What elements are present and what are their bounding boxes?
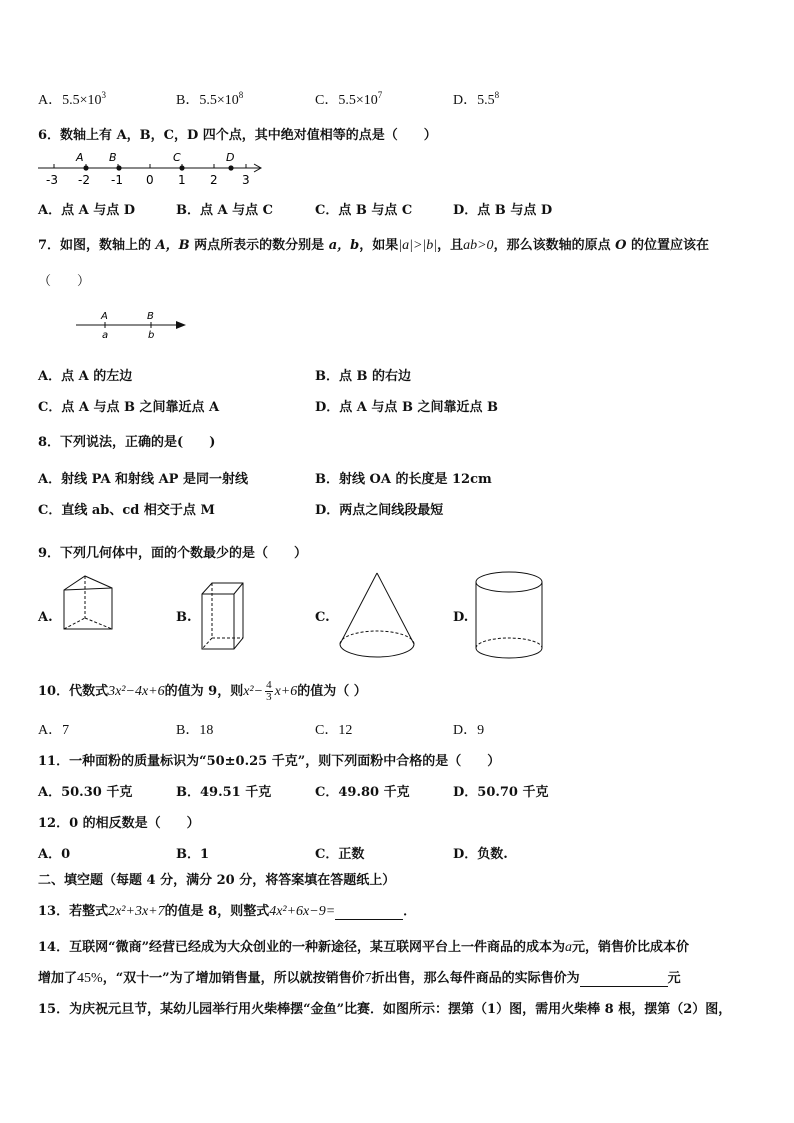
- q6-number-line: [36, 148, 266, 188]
- q15-stem: 15．为庆祝元旦节，某幼儿园举行用火柴棒摆“金鱼”比赛．如图所示：摆第（1）图，需用火柴棒 8 根，摆第（2）图，: [38, 1002, 732, 1017]
- q5-option-b: [176, 89, 243, 109]
- q5-a-base: 5.5×10: [62, 93, 102, 108]
- q13-stem-end: ．: [403, 904, 417, 919]
- q7-stem-vars: a，b: [328, 238, 360, 253]
- q9-label-b: B.: [176, 610, 192, 625]
- q7-point-a-lower: a: [102, 330, 109, 341]
- point-d-label: D: [226, 151, 235, 164]
- q13-answer-blank[interactable]: [335, 905, 403, 920]
- q10-stem: [38, 680, 367, 703]
- q12-stem: 12．0 的相反数是（ ）: [38, 816, 200, 831]
- q12-option-b: B．1: [176, 847, 210, 862]
- q5-b-exp: 8: [238, 90, 244, 100]
- q9-label-d: D.: [453, 610, 469, 625]
- q11-option-a: A．50.30 千克: [38, 785, 133, 800]
- q7-paren: （ ）: [38, 274, 91, 289]
- q7-stem-ab: A，B: [155, 238, 190, 253]
- q12-option-a: A．0: [38, 847, 71, 862]
- q7-stem-prefix: 7．如图，数轴上的: [38, 238, 156, 253]
- q11-option-b: B．49.51 千克: [176, 785, 272, 800]
- q14-line1-prefix: 14．互联网“微商”经营已经成为大众创业的一种新途径，某互联网平台上一件商品的成本为: [38, 940, 566, 955]
- q7-abs-condition: |a|>|b|: [398, 238, 438, 253]
- tick-label: -1: [111, 173, 123, 187]
- q5-d-base: 5.5: [477, 93, 495, 108]
- q5-d-exp: 8: [494, 90, 500, 100]
- q10-stem-prefix: 10．代数式: [38, 684, 109, 699]
- q7-point-b-upper: B: [147, 311, 154, 322]
- q14-line-1: [38, 936, 689, 956]
- section-2-heading: 二、填空题（每题 4 分，满分 20 分，将答案填在答题纸上）: [38, 873, 396, 888]
- q12-option-d: D．负数.: [453, 847, 508, 862]
- tick-label: 2: [210, 173, 218, 187]
- q10-expression-1: 3x²−4x+6: [108, 684, 165, 699]
- q10-option-a: A．7: [38, 723, 70, 738]
- q5-d-label: D．: [453, 93, 478, 108]
- q9-label-a: A.: [38, 610, 53, 625]
- q14-line2-mid: ，“双十一”为了增加销售量，所以就按销售价: [102, 971, 365, 986]
- q14-line1-suffix: 元，销售价比成本价: [572, 940, 690, 955]
- tick-label: 1: [178, 173, 186, 187]
- q13-expression-2: 4x²+6x−9=: [269, 904, 336, 919]
- q5-option-a: [38, 89, 106, 109]
- q7-stem-mid: 两点所表示的数分别是: [189, 238, 329, 253]
- point-b-label: B: [109, 151, 117, 164]
- q7-option-a: A．点 A 的左边: [38, 369, 133, 384]
- q7-stem-end: 的位置应该在: [626, 238, 709, 253]
- q10-option-d: D．9: [453, 723, 485, 738]
- q8-option-d: D．两点之间线段最短: [315, 503, 444, 518]
- q14-percent: 45%: [77, 971, 103, 986]
- q10-stem-end: 的值为（ ）: [297, 684, 367, 699]
- q10-fraction-denominator: 3: [266, 691, 272, 703]
- q6-option-b: B．点 A 与点 C: [176, 203, 273, 218]
- point-c-label: C: [173, 151, 181, 164]
- q7-option-c: C．点 A 与点 B 之间靠近点 A: [38, 400, 220, 415]
- cone-figure: [336, 570, 420, 662]
- q14-discount-number: 7: [364, 971, 372, 986]
- q6-option-a: A．点 A 与点 D: [38, 203, 136, 218]
- q10-fraction: [265, 680, 273, 703]
- q11-stem: 11．一种面粉的质量标识为“50±0.25 千克”，则下列面粉中合格的是（ ）: [38, 754, 501, 769]
- q8-option-c: C．直线 ab、cd 相交于点 M: [38, 503, 215, 518]
- cylinder-figure: [472, 568, 546, 662]
- q13-expression-1: 2x²+3x+7: [108, 904, 165, 919]
- point-a-label: A: [76, 151, 84, 164]
- q10-expression-2b: x+6: [274, 684, 298, 699]
- q7-product-condition: ab>0: [463, 238, 494, 253]
- prism-figure: [58, 572, 118, 634]
- q14-line2-prefix: 增加了: [38, 971, 78, 986]
- tick-label: -3: [46, 173, 58, 187]
- q11-option-d: D．50.70 千克: [453, 785, 549, 800]
- point-d-dot: [228, 165, 233, 170]
- q6-option-c: C．点 B 与点 C: [315, 203, 413, 218]
- q6-stem: 6．数轴上有 A，B，C，D 四个点，其中绝对值相等的点是（ ）: [38, 128, 437, 143]
- q5-b-base: 5.5×10: [199, 93, 239, 108]
- q8-option-a: A．射线 PA 和射线 AP 是同一射线: [38, 472, 248, 487]
- q13-stem: [38, 900, 416, 920]
- q8-stem: 8．下列说法，正确的是( ): [38, 435, 216, 450]
- q7-stem-if: ，如果: [359, 238, 399, 253]
- q12-option-c: C．正数: [315, 847, 365, 862]
- q13-stem-mid: 的值是 8，则整式: [164, 904, 270, 919]
- q7-stem-and: ，且: [437, 238, 464, 253]
- q14-unit: 元: [667, 971, 681, 986]
- q7-stem-suffix: ，那么该数轴的原点: [493, 238, 616, 253]
- q7-number-line: [72, 306, 192, 342]
- q5-c-base: 5.5×10: [338, 93, 378, 108]
- q14-variable: a: [565, 940, 573, 955]
- tick-label: 3: [242, 173, 250, 187]
- q9-stem: 9．下列几何体中，面的个数最少的是（ ）: [38, 546, 308, 561]
- q6-option-d: D．点 B 与点 D: [453, 203, 553, 218]
- q5-c-exp: 7: [377, 90, 383, 100]
- q11-option-c: C．49.80 千克: [315, 785, 410, 800]
- q10-option-b: B．18: [176, 723, 214, 738]
- q5-c-label: C．: [315, 93, 339, 108]
- q5-a-exp: 3: [101, 90, 107, 100]
- q10-option-c: C．12: [315, 723, 353, 738]
- q10-expression-2a: x²−: [243, 684, 264, 699]
- q7-option-d: D．点 A 与点 B 之间靠近点 B: [315, 400, 498, 415]
- q10-fraction-numerator: 4: [266, 679, 272, 691]
- q7-option-b: B．点 B 的右边: [315, 369, 412, 384]
- q13-stem-prefix: 13．若整式: [38, 904, 109, 919]
- tick-label: 0: [146, 173, 154, 187]
- q5-option-d: [453, 89, 499, 109]
- q7-stem: [38, 234, 709, 254]
- q8-option-b: B．射线 OA 的长度是 12cm: [315, 472, 492, 487]
- tick-label: -2: [78, 173, 90, 187]
- q14-answer-blank[interactable]: [580, 972, 668, 987]
- q14-line2-suffix: 折出售，那么每件商品的实际售价为: [371, 971, 580, 986]
- cuboid-figure: [198, 580, 248, 652]
- point-c-dot: [179, 165, 184, 170]
- q10-stem-mid: 的值为 9，则: [164, 684, 244, 699]
- point-a-dot: [83, 165, 88, 170]
- q7-point-a-upper: A: [101, 311, 108, 322]
- q7-point-b-lower: b: [148, 330, 155, 341]
- q9-label-c: C.: [315, 610, 330, 625]
- q5-b-label: B．: [176, 93, 200, 108]
- q5-option-c: [315, 89, 382, 109]
- q5-a-label: A．: [38, 93, 63, 108]
- point-b-dot: [116, 165, 121, 170]
- q14-line-2: [38, 967, 681, 987]
- q7-stem-o: O: [615, 238, 627, 253]
